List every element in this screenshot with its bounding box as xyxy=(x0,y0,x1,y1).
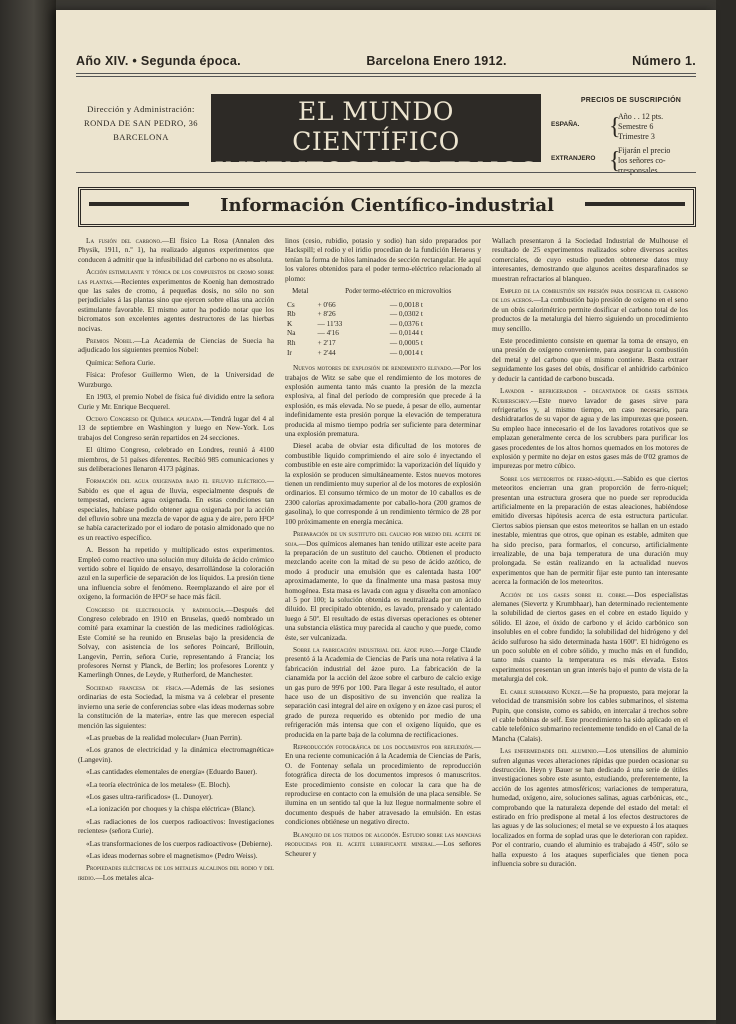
admin-line-1: Dirección y Administración: xyxy=(87,104,195,114)
prices-title: PRECIOS DE SUSCRIPCIÓN xyxy=(580,97,682,104)
article-heading: Preparación de un sustituto del caucho por medio del aceite de soja. xyxy=(285,529,481,548)
article-heading: Blanqueo de los tejidos de algodón. Estudio sobre las manchas producidas por el aceite lubrificante mineral. xyxy=(285,829,481,849)
prices-spain-year: Año . . 12 pts. xyxy=(618,112,664,121)
page-edge xyxy=(716,0,736,1024)
thermoelectric-table xyxy=(285,287,481,357)
header-rule xyxy=(76,73,696,74)
book-spine xyxy=(0,0,56,1024)
article-heading: Sobre los meteoritos de ferro-níquel. xyxy=(500,473,616,483)
newspaper-page xyxy=(56,10,716,1020)
header-year: Año XIV. • Segunda época. xyxy=(76,54,241,68)
column-2 xyxy=(285,236,481,1006)
article-heading: Las enfermedades del aluminio. xyxy=(500,746,599,756)
column-3 xyxy=(492,236,688,1006)
article-columns xyxy=(78,236,690,1006)
article-text: —Tendrá lugar del 4 al 13 de septiembre en Washington y luego en New-York. Los trabajos del Congreso serán repartidos en 24 secciones. xyxy=(78,413,274,442)
article-text: —Dos especialistas alemanes (Sievertz y Krumbhaar), han determinado recientemente la solubilidad de ciertos gases en el cobre en estado líquido y sólido. El ázoe, el óxido de carbono y el ácido carbónico son insolubles en el cobre fundido; la solubilidad del hidrógeno y del ácido sulfuroso ha sido determinada hasta 1600º. El hidrógeno es un poco soluble en el cobre sólido, y mucho más en el fundido, tanto más cuanto la temperatura es más elevada. Estos experimentos presentan un gran interés bajo el punto de vista de la metalurgia del cok. xyxy=(492,589,688,684)
article-text: —La combustión bajo presión de oxígeno en el seno de un obús calorimétrico permite dosificar el carbono total de los productos de la metalurgia del hierro siguiendo un procedimiento muy sencillo. xyxy=(492,295,688,333)
masthead-rule xyxy=(76,172,696,173)
article-text: «La ionización por choques y la chispa eléctrica» (Blanc). xyxy=(86,804,256,814)
article-text: —La Academia de Ciencias de Suecia ha adjudicado los siguientes premios Nobel: xyxy=(78,336,274,355)
article-text: —Además de las sesiones ordinarias de esta Sociedad, la misma va á celebrar el presente invierno una serie de conferencias sobre «las ideas modernas sobre la constitución de la materia», entre las que merecen especial mención las siguientes: xyxy=(78,682,274,730)
article-text: Wallach presentaron á la Sociedad Industrial de Mulhouse el resultado de 25 experimentos realizados sobre diversos aceites comerciales, de cuyo estudio pueden obtenerse datos muy interesantes, demostrando que algunos aceites desparafinados se muestran refractarios al blanqueo. xyxy=(492,236,688,283)
article-heading: Sociedad francesa de física. xyxy=(86,682,184,692)
article-text: —En una reciente comunicación á la Academia de Ciencias de París, O. de Fontenay señala un procedimiento de reproducción fotográfica directa de los documentos impresos ó manuscritos. Este procedimiento consiste en colocar la cara que ha de reproducirse en contacto con la emulsión de una placa sensible. Se ilumina en un sentido tal que la luz llegue normalmente sobre el documento después de haber atravesado la emulsión. En estas condiciones obtiénese un negativo directo. xyxy=(285,742,481,827)
article-text: Química: Señora Curie. xyxy=(86,357,156,367)
article-text: —Jorge Claude presentó á la Academia de Ciencias de París una nota relativa á la fabricación industrial del ázoe puro. La fabricación de la cianamida por la acción del ázoe sobre el carburo de calcio exige un gas puro de 99'6 por 100. Para llegar á este resultado, el autor hace uso de un dispositivo de su invención que realiza la separación casi integral del aire en oxígeno y en ázoe casi puros; el grado de pureza requerido es obtenido por medio de una refrigeración más intensa que con el oxígeno líquido, que es producida en la parte baja de la columna de rectificaciones. xyxy=(285,644,481,739)
masthead-subtitle: INVENTOS MODERNOS xyxy=(214,157,538,186)
article-text: —El físico La Rosa (Annalen des Physik, 1911, n.º 1), ha realizado algunos experimentos que conducen á admitir que la infusibilidad del carbono no es absoluta. xyxy=(78,236,274,264)
article-heading: El cable submarino Kunze. xyxy=(500,686,583,696)
article-text: —Los utensilios de aluminio sufren algunas veces alteraciones rápidas que pueden ocasionar su destrucción. Heyn y Bauer se han dedicado á una serie de útiles investigaciones sobre este asunto, estudiando, preferentemente, la acción de los agentes atmosféricos; variaciones de temperatura, humedad, oxígeno, aire, soluciones salinas, aguas carbónicas, etc., comprobando que la naturaleza depende del estado del metal: el estirado en frío predispone al metal á los efectos destructores de las aguas y de las soluciones; el metal se ve expuesto á los ataques localizados en forma de soplad uras que le deterioran con rapidez. Por el contrario, cuando el aluminio es trabajado á 450º, sólo se halla expuesto á los ataques superficiales que tienen poca influencia sobre su duración. xyxy=(492,746,688,868)
header-number: Número 1. xyxy=(632,54,696,68)
masthead xyxy=(211,94,541,186)
article-text: «La teoría electrónica de los metales» (E. Bloch). xyxy=(86,779,231,789)
admin-address xyxy=(76,102,206,144)
article-text: —Los señores Scheurer y xyxy=(285,839,481,858)
prices-foreign-1: Fijarán el precio xyxy=(618,146,671,155)
article-text: «Las transformaciones de los cuerpos radioactivos» (Debierne). xyxy=(86,838,273,848)
table-row: Na — 4'16 — 0,0144 t xyxy=(287,328,423,338)
article-text: —Recientes experimentos de Koenig han demostrado que las sales de cromo, á pequeñas dosis, no sólo no son perjudiciales á las plantas sino que ejercen sobre ellas una acción estimulante favorable. El mismo autor ha podido notar que los bicromatos son excelentes agentes destructores de las hierbas nocivas. xyxy=(78,276,274,333)
article-text: —Dos químicos alemanes han tenido utilizar este aceite para la preparación de un sustituto del caucho. Obtienen el producto mezclando aceite con la mitad de su peso de ácido azótico, de modo á producir una emulsión que es calentada hasta 100º aproximadamente, lo que da finalmente una masa pastosa muy homogénea. Esta masa es lavada con agua y disuelta con amoníaco al 5 por 100; la solución obtenida es neutralizada por un ácido diluído. El precipitado obtenido, es lavado, prensado y calentado luego á 50º. El resultado de estas diversas operaciones es obtener una substancia elástica muy parecida al caucho y que puede, como éste, ser vulcanizada. xyxy=(285,538,481,642)
article-text: «Los gases ultra-rarificados» (L. Dunoyer). xyxy=(86,791,213,801)
prices-foreign: EXTRANJERO { Fijarán el precio los señores co- rresponsales. xyxy=(551,146,711,176)
article-heading: Sobre la fabricación industrial del ázoe puro. xyxy=(293,644,435,654)
article-heading: Acción de los gases sobre el cobre. xyxy=(500,589,627,599)
article-text: —Por los trabajos de Witz se sabe que el rendimiento de los motores de explosión aumenta tanto más cuanto la presión de la mezcla explosiva, al final del período de compresión que precede á la explosión, es más elevada. No se puede, á pesar de ello, aumentar indefinidamente esta presión porque la elevación de temperatura producida al mismo tiempo podría ser suficiente para determinar una explosión prematura. xyxy=(285,363,481,439)
header-date: Barcelona Enero 1912. xyxy=(366,54,507,68)
article-text: —Se ha propuesto, para mejorar la velocidad de transmisión sobre los cables submarinos, el sistema Pupin, que consiste, como es sabido, en intercalar á trechos sobre el cable bobinas de self. Este procedimiento ha sido aplicado en el cable telefónico submarino recientemente tendido en el Canal de la Mancha (Calais). xyxy=(492,686,688,743)
subscription-prices xyxy=(551,96,711,180)
article-heading: Reproducción fotográfica de los documentos por reflexión. xyxy=(293,742,474,752)
admin-line-3: BARCELONA xyxy=(113,132,169,142)
prices-spain-quarter: Trimestre 3 xyxy=(618,132,655,141)
article-text: «Las cantidades elementales de energía» (Eduardo Bauer). xyxy=(86,767,258,777)
table-row: Ir + 2'44 — 0,0014 t xyxy=(287,347,423,357)
article-heading: Acción estimulante y tónica de los compuestos de cromo sobre las plantas. xyxy=(78,267,274,286)
section-title: Información Científico-industrial xyxy=(220,195,554,216)
article-text: «Las radiaciones de los cuerpos radioactivos: Investigaciones recientes» (señora Curie). xyxy=(78,816,274,836)
table-row: K — 11'33 — 0,0376 t xyxy=(287,318,423,328)
prices-foreign-3: rresponsales. xyxy=(618,166,660,175)
prices-spain-semester: Semestre 6 xyxy=(618,122,654,131)
article-heading: Propiedades eléctricas de los metales alcalinos del rodio y del iridio. xyxy=(78,863,274,882)
admin-line-2: RONDA DE SAN PEDRO, 36 xyxy=(84,118,198,128)
article-text: «Las pruebas de la realidad molecular» (Juan Perrin). xyxy=(86,732,243,742)
article-text: En 1903, el premio Nobel de física fué dividido entre la señora Curie y Mr. Enrique Becquerel. xyxy=(78,392,274,411)
article-heading: Premios Nobel. xyxy=(86,336,135,346)
masthead-title: EL MUNDO CIENTÍFICO xyxy=(292,97,460,156)
table-header-power: Poder termo-eléctrico en microvoltios xyxy=(345,287,452,296)
article-heading: Lavador - refrigerador - decantador de gases sistema Kubierschky. xyxy=(492,386,688,405)
article-text: —Los metales alca- xyxy=(95,872,154,882)
article-heading: Congreso de electrología y radiología. xyxy=(86,604,226,614)
article-text: linos (cesio, rubidio, potasio y sodio) han sido preparados por Hackspill; el rodio y el iridio procedían de la fundición Heraeus y tenían la forma de hilos laminados de sección rectangular. He aquí los valores obtenidos para el poder termo-eléctrico relacionado al plomo: xyxy=(285,236,481,283)
column-1 xyxy=(78,236,274,1006)
table-row: Rb + 8'26 — 0,0302 t xyxy=(287,309,423,319)
article-heading: Octavo Congreso de Química aplicada. xyxy=(86,413,204,423)
article-text: —Después del Congreso celebrado en 1910 en Bruselas, quedó nombrado un comité para examinar la cuestión de las medicines radiológicas. Este Comité se ha reunido en Bruselas bajo la presidencia de Solvay, con asistencia de los señores Poincaré, Brillouin, Langevin, Perrin, señora Curie, representando á Francia; los profesores Nernst y Planck, de Berlin; los profesores Lorentz y Kamerlingh Onnes, de Leyde, y Rutherford, de Manchester. xyxy=(78,604,274,680)
article-heading: Formación del agua oxigenada bajo el efluvio eléctrico. xyxy=(86,476,267,486)
article-text: —Este nuevo lavador de gases sirve para refrigerarlos y, al mismo tiempo, en caso necesario, para deshidratarlos de su vapor de agua y de las impurezas que poseen. Su empleo hace innecesario el de los lavadores rotativos que se emplazan generalmente cerca de los scrubbers para purificar los gases procedentes de los altos hornos quemados en los motores de explosión y permite no dejar en estos gases más de 0'02 gramos de impurezas por metro cúbico. xyxy=(492,395,688,471)
header-rule-2 xyxy=(76,76,696,77)
prices-spain: ESPAÑA. { Año . . 12 pts. Semestre 6 Trimestre 3 xyxy=(551,112,711,142)
article-text: —Sabido es que ciertos meteoritos encierran una gran proporción de ferro-níquel; presentan una estructura grosera que no puede ser reproducida artificialmente en la preparación de estas aleaciones, habiéndose emitido diversas hipótesis acerca de esta estructura particular. Ciertos sabios piensan que estos meteoritos se hallan en un estado inestable, mientras que otros, que opinan es estable, admiten que ha sido preciso, para formarlos, el concurso, artificialmente irrealizable, de una baja temperatura de una duración muy prolongada. Se están realizando en la actualidad nuevos experimentos que han de permitir fijar este punto tan interesante acerca la formación de los meteoritos. xyxy=(492,473,688,587)
article-text: Diesel acaba de obviar esta dificultad de los motores de combustible líquido comprimiendo el aire solo é inyectando el combustible en este aire comprimido: la vaporización del líquido y la explosión se producen simultáneamente. Estos nuevos motores tienen un rendimiento muy superior al de los motores de explosión ordinarios. El consumo térmico de un motor de 10 caballos es de 2300 calorías aproximadamente por caballo-hora (200 gramos de gasolina), lo que corresponde á un rendimiento térmico de 28 por 100 próximamente en energía mecánica. xyxy=(285,441,481,526)
article-text: «Las ideas modernas sobre el magnetismo» (Pedro Weiss). xyxy=(86,850,258,860)
article-heading: Empleo de la combustión sin presión para dosificar el carbono de los aceros. xyxy=(492,286,688,305)
article-text: Este procedimiento consiste en quemar la toma de ensayo, en una presión de oxígeno conveniente, para asegurar la combustión del metal y del carbono que el mismo contiene. Basta extraer seguidamente los gases del obús, dosificar el anhídrido carbónico y deducir la cantidad de carbono buscada. xyxy=(492,336,688,383)
prices-spain-label: ESPAÑA. xyxy=(551,121,580,128)
article-text: Física: Profesor Guillermo Wien, de la Universidad de Wurzburgo. xyxy=(78,370,274,389)
table-row: Rh + 2'17 — 0,0005 t xyxy=(287,338,423,347)
article-heading: La fusión del carbono. xyxy=(86,236,162,245)
article-text: El último Congreso, celebrado en Londres, reunió á 4100 miembros, de 51 países diferentes. Recibió 985 comunicaciones y sus deliberaciones llenaron 4173 páginas. xyxy=(78,445,274,473)
article-text: A. Besson ha repetido y multiplicado estos experimentos. Empleó como reactivo una solución muy diluída de ácido crómico vertido sobre el líquido de ensayo, desarrollándose la coloración azul en la superficie de separación de los líquidos. La presión tiene una influencia sobre el fenómeno. Reemplazando el aire por el oxígeno, la formación de H²O² se hace más fácil. xyxy=(78,545,274,602)
article-text: «Los granos de electricidad y la dinámica electromagnética» (Langevin). xyxy=(78,745,274,764)
article-heading: Nuevos motores de explosión de rendimiento elevado. xyxy=(293,363,453,373)
table-header-metal: Metal xyxy=(292,287,309,296)
section-banner xyxy=(78,187,696,227)
prices-foreign-2: los señores co- xyxy=(618,156,666,165)
table-row: Cs + 0'66 — 0,0018 t xyxy=(287,299,423,309)
header-line xyxy=(76,54,696,68)
article-text: —Sabido es que el agua de lluvia, especialmente después de tempestad, encierra agua oxigenada. En estas condiciones tan especiales, habíase podido obtener agua oxigenada por la acción del efluvio sobre una mezcla de vapor de agua y de aire, pero H²O² se había caracterizado por el iodaro de potasio almidonado que no es un reactivo específico. xyxy=(78,476,274,542)
prices-foreign-label: EXTRANJERO xyxy=(551,155,596,162)
